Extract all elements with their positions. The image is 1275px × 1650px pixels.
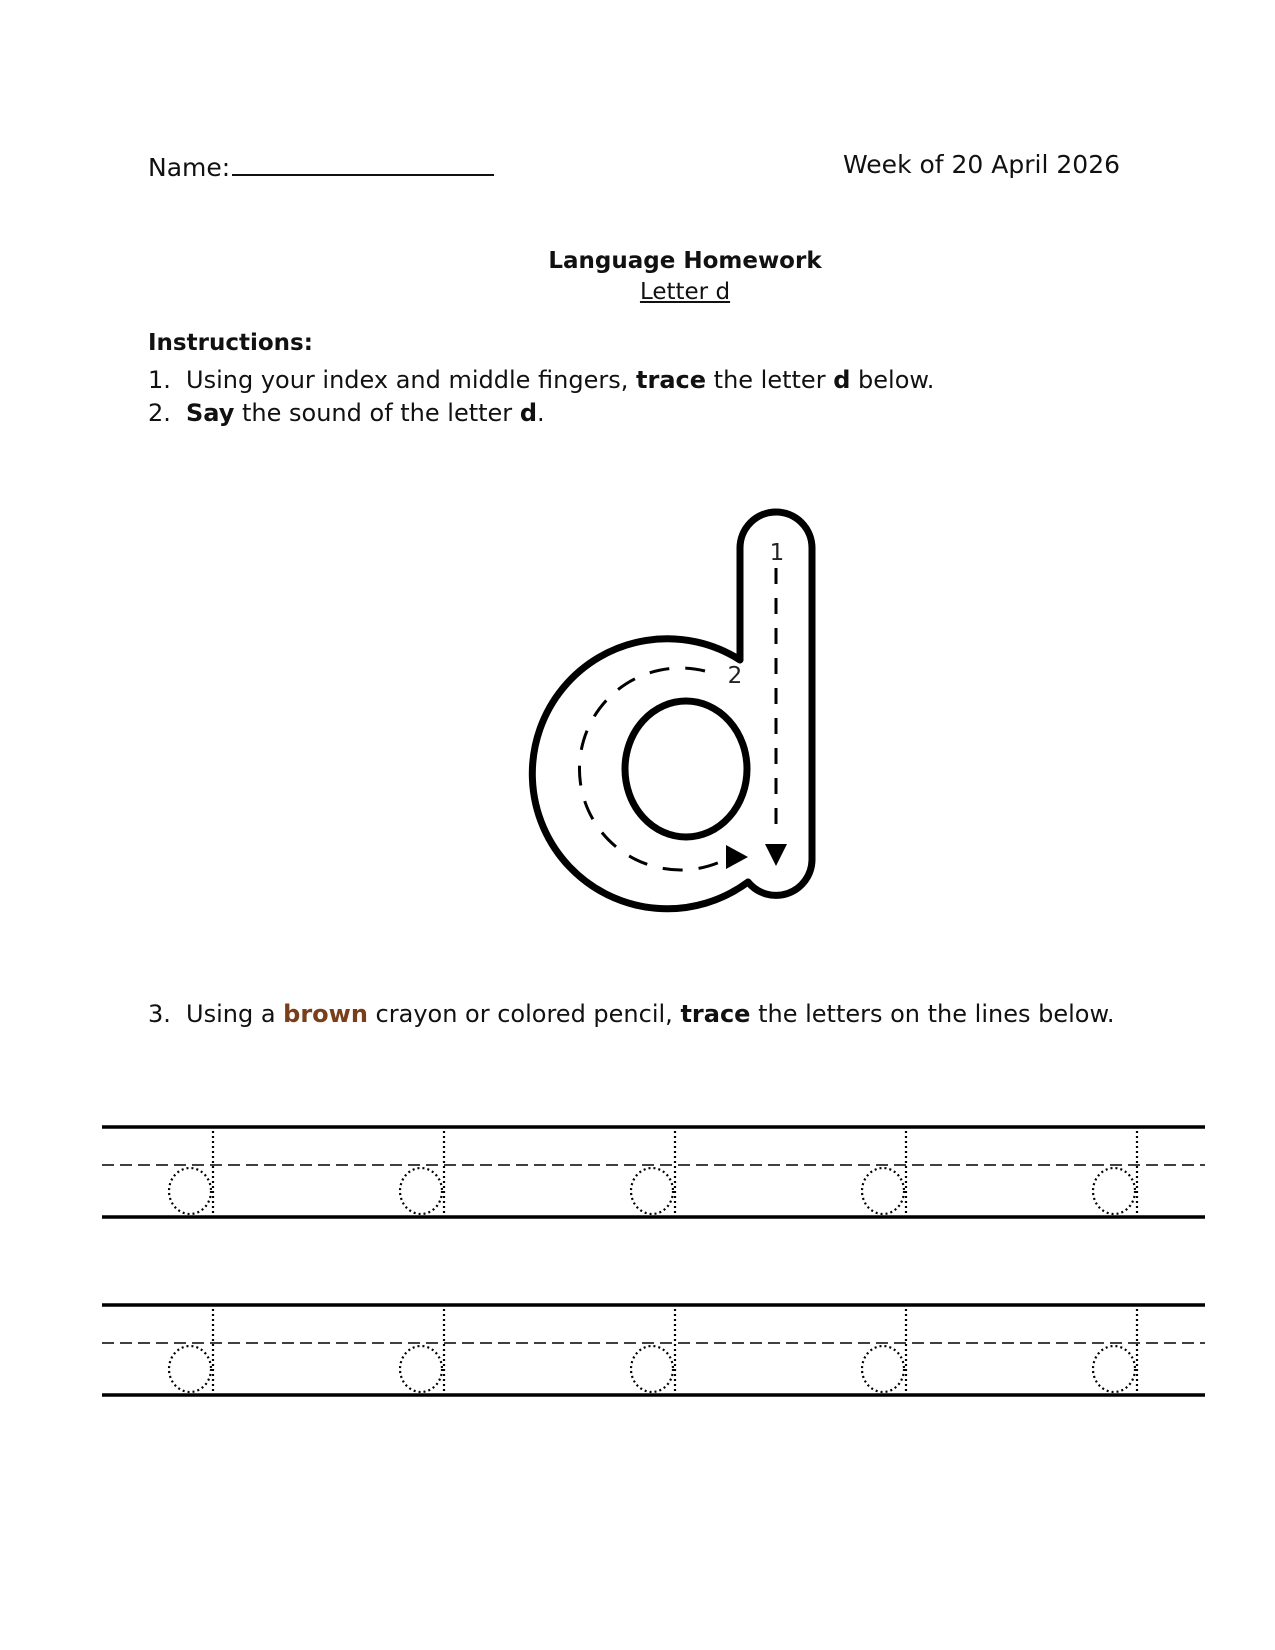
dotted-letter-d[interactable] — [862, 1309, 906, 1392]
dotted-letter-d[interactable] — [169, 1309, 213, 1392]
step-number: 2. — [148, 399, 171, 427]
step-text: the sound of the letter — [234, 399, 520, 427]
step-number: 3. — [148, 1000, 171, 1028]
step-text: Using a — [186, 1000, 284, 1028]
dotted-letter-d[interactable] — [169, 1131, 213, 1214]
stroke-1-label: 1 — [769, 540, 785, 566]
name-label: Name: — [148, 153, 231, 182]
step-bold: Say — [186, 399, 235, 427]
dotted-letter-d[interactable] — [631, 1309, 675, 1392]
page-title: Language Homework — [548, 248, 822, 274]
step-text: the letters on the lines below. — [750, 1000, 1115, 1028]
page-subtitle: Letter d — [639, 279, 731, 305]
week-date: Week of 20 April 2026 — [843, 150, 1120, 179]
step-text: . — [537, 399, 545, 427]
step-text: the letter — [706, 366, 834, 394]
step-bold: d — [833, 366, 851, 394]
dotted-letter-d[interactable] — [1093, 1131, 1137, 1214]
step-brown-word: brown — [283, 1000, 368, 1028]
step-bold: d — [519, 399, 537, 427]
dotted-letter-d[interactable] — [862, 1131, 906, 1214]
step-bold: trace — [680, 1000, 751, 1028]
dotted-letter-d[interactable] — [400, 1309, 444, 1392]
dotted-letter-d[interactable] — [631, 1131, 675, 1214]
dotted-letter-d[interactable] — [400, 1131, 444, 1214]
dotted-letter-d[interactable] — [1093, 1309, 1137, 1392]
step-text: Using your index and middle fingers, — [186, 366, 637, 394]
step-bold: trace — [636, 366, 707, 394]
tracing-row — [102, 1305, 1205, 1395]
step-text: crayon or colored pencil, — [367, 1000, 681, 1028]
tracing-row — [102, 1127, 1205, 1217]
step-number: 1. — [148, 366, 171, 394]
instructions-heading: Instructions: — [148, 330, 313, 356]
step-text: below. — [850, 366, 935, 394]
stroke-2-label: 2 — [727, 663, 743, 689]
